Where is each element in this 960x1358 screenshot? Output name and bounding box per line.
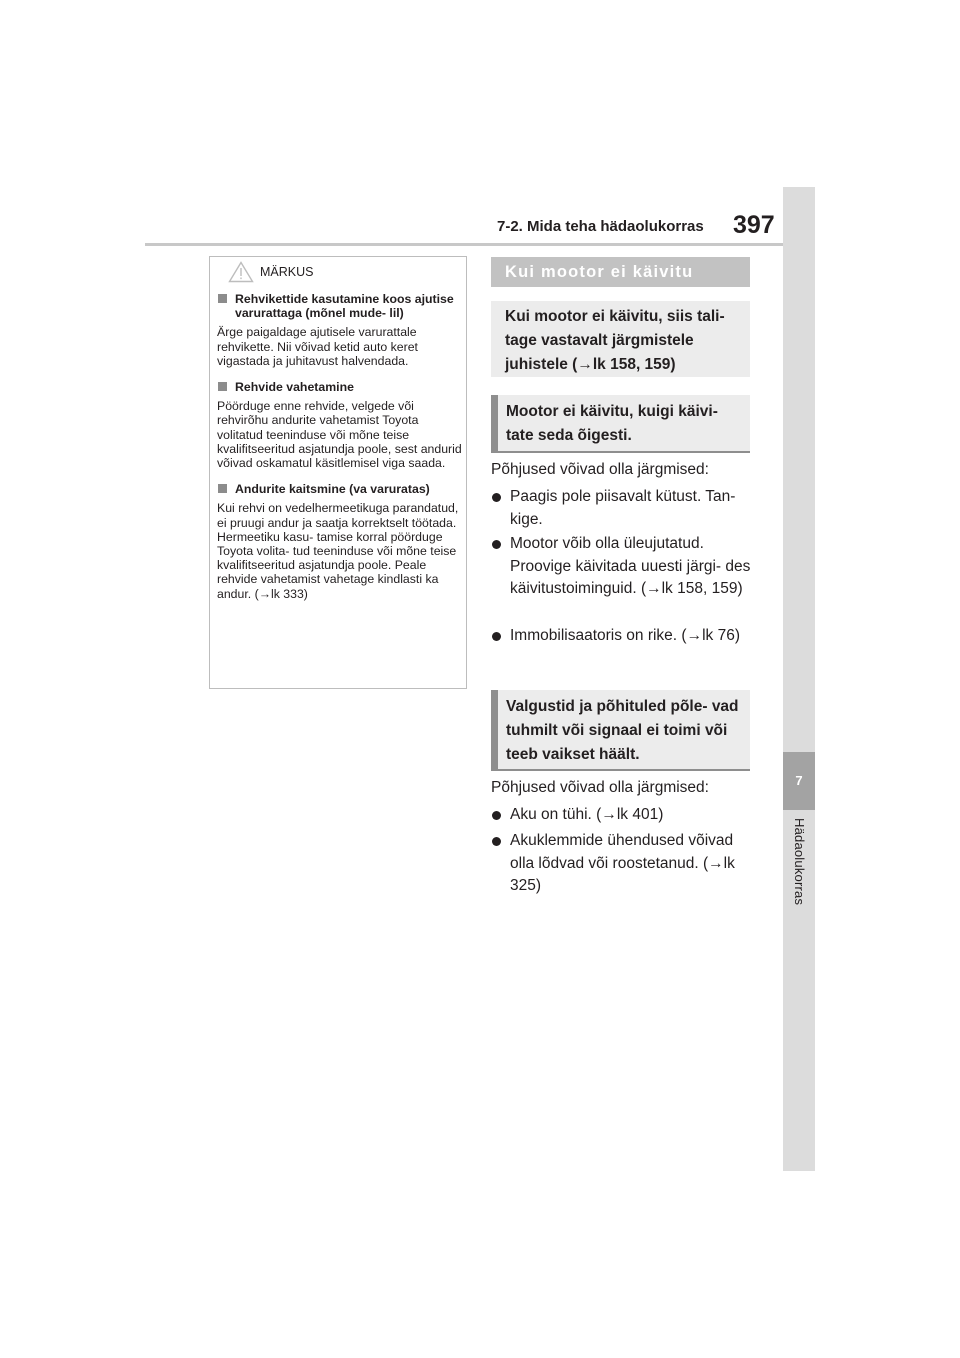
intro-box bbox=[491, 301, 750, 377]
chapter-number-tab: 7 bbox=[783, 752, 815, 810]
bullet-dot-icon bbox=[492, 811, 501, 820]
list-item bbox=[491, 830, 753, 898]
notice-heading-text: Rehvikettide kasutamine koos ajutise varurattaga (mõnel mude- lil) bbox=[235, 292, 454, 321]
notice-header bbox=[210, 257, 466, 287]
list-item-text: Paagis pole piisavalt kütust. Tan- kige. bbox=[510, 488, 736, 528]
list-item bbox=[491, 486, 753, 531]
list-item bbox=[491, 804, 753, 827]
section-title: 7-2. Mida teha hädaolukorras bbox=[497, 218, 704, 235]
notice-heading bbox=[217, 482, 463, 496]
notice-paragraph: Kui rehvi on vedelhermeetikuga parandatud, ei pruugi andur ja saatja korrektselt töötada. Hermeetiku kasu- tamise korral pöörduge Toyota volita- tud teeninduse või mõne teise kvalifitseeritud asjatundja poole. Peale rehvide vahetamist vahetage kindlasti ka andur. (→lk 333) bbox=[217, 501, 459, 601]
bullet-dot-icon bbox=[492, 493, 501, 502]
list-item-text: Mootor võib olla üleujutatud. Proovige käivitada uuesti järgi- des käivitustoiminguid. (→lk 158, 159) bbox=[510, 535, 751, 597]
chapter-side-tab bbox=[783, 187, 815, 1171]
notice-heading-text: Rehvide vahetamine bbox=[235, 380, 354, 395]
subheading-box bbox=[491, 395, 750, 453]
notice-paragraph: Pöörduge enne rehvide, velgede või rehvirõhu andurite vahetamist Toyota volitatud teeninduse või mõne teise kvalifitseeritud asjatundja poole, sest andurid võivad oskamatul käsitlemisel viga saada. bbox=[217, 399, 462, 471]
causes-intro: Põhjused võivad olla järgmised: bbox=[491, 461, 709, 478]
header-divider bbox=[145, 243, 785, 246]
notice-box bbox=[209, 256, 467, 689]
bullet-dot-icon bbox=[492, 632, 501, 641]
list-item-text: Akuklemmide ühendused võivad olla lõdvad või roostetanud. (→lk 325) bbox=[510, 832, 735, 894]
square-bullet-icon bbox=[218, 382, 227, 391]
notice-title: MÄRKUS bbox=[260, 265, 314, 279]
notice-heading bbox=[217, 380, 463, 394]
subheading-underline bbox=[491, 769, 750, 771]
square-bullet-icon bbox=[218, 484, 227, 493]
page-number: 397 bbox=[733, 211, 775, 239]
list-item bbox=[491, 625, 753, 648]
list-item-text: Immobilisaatoris on rike. (→lk 76) bbox=[510, 627, 740, 644]
list-item-text: Aku on tühi. (→lk 401) bbox=[510, 806, 664, 823]
subheading-text: Valgustid ja põhituled põle- vad tuhmilt või signaal ei toimi või teeb vaikset häält. bbox=[506, 698, 739, 763]
intro-box-text: Kui mootor ei käivitu, siis tali- tage vastavalt järgmistele juhistele (→lk 158, 159) bbox=[505, 308, 725, 373]
chapter-label-tab bbox=[783, 818, 815, 928]
notice-paragraph: Ärge paigaldage ajutisele varurattale rehvikette. Nii võivad ketid auto keret vigastada ja juhitavust halvendada. bbox=[217, 325, 418, 368]
section-heading: Kui mootor ei käivitu bbox=[491, 257, 750, 287]
subheading-text: Mootor ei käivitu, kuigi käivi- tate seda õigesti. bbox=[506, 403, 718, 444]
causes-intro: Põhjused võivad olla järgmised: bbox=[491, 779, 709, 796]
bullet-dot-icon bbox=[492, 837, 501, 846]
warning-triangle-icon bbox=[228, 261, 254, 288]
notice-heading bbox=[217, 292, 463, 320]
notice-heading-text: Andurite kaitsmine (va varuratas) bbox=[235, 482, 430, 497]
subheading-box bbox=[491, 690, 750, 771]
list-item bbox=[491, 533, 753, 601]
chapter-label: Hädaolukorras bbox=[792, 818, 807, 906]
square-bullet-icon bbox=[218, 294, 227, 303]
bullet-dot-icon bbox=[492, 540, 501, 549]
notice-body bbox=[217, 292, 463, 601]
subheading-underline bbox=[491, 451, 750, 453]
